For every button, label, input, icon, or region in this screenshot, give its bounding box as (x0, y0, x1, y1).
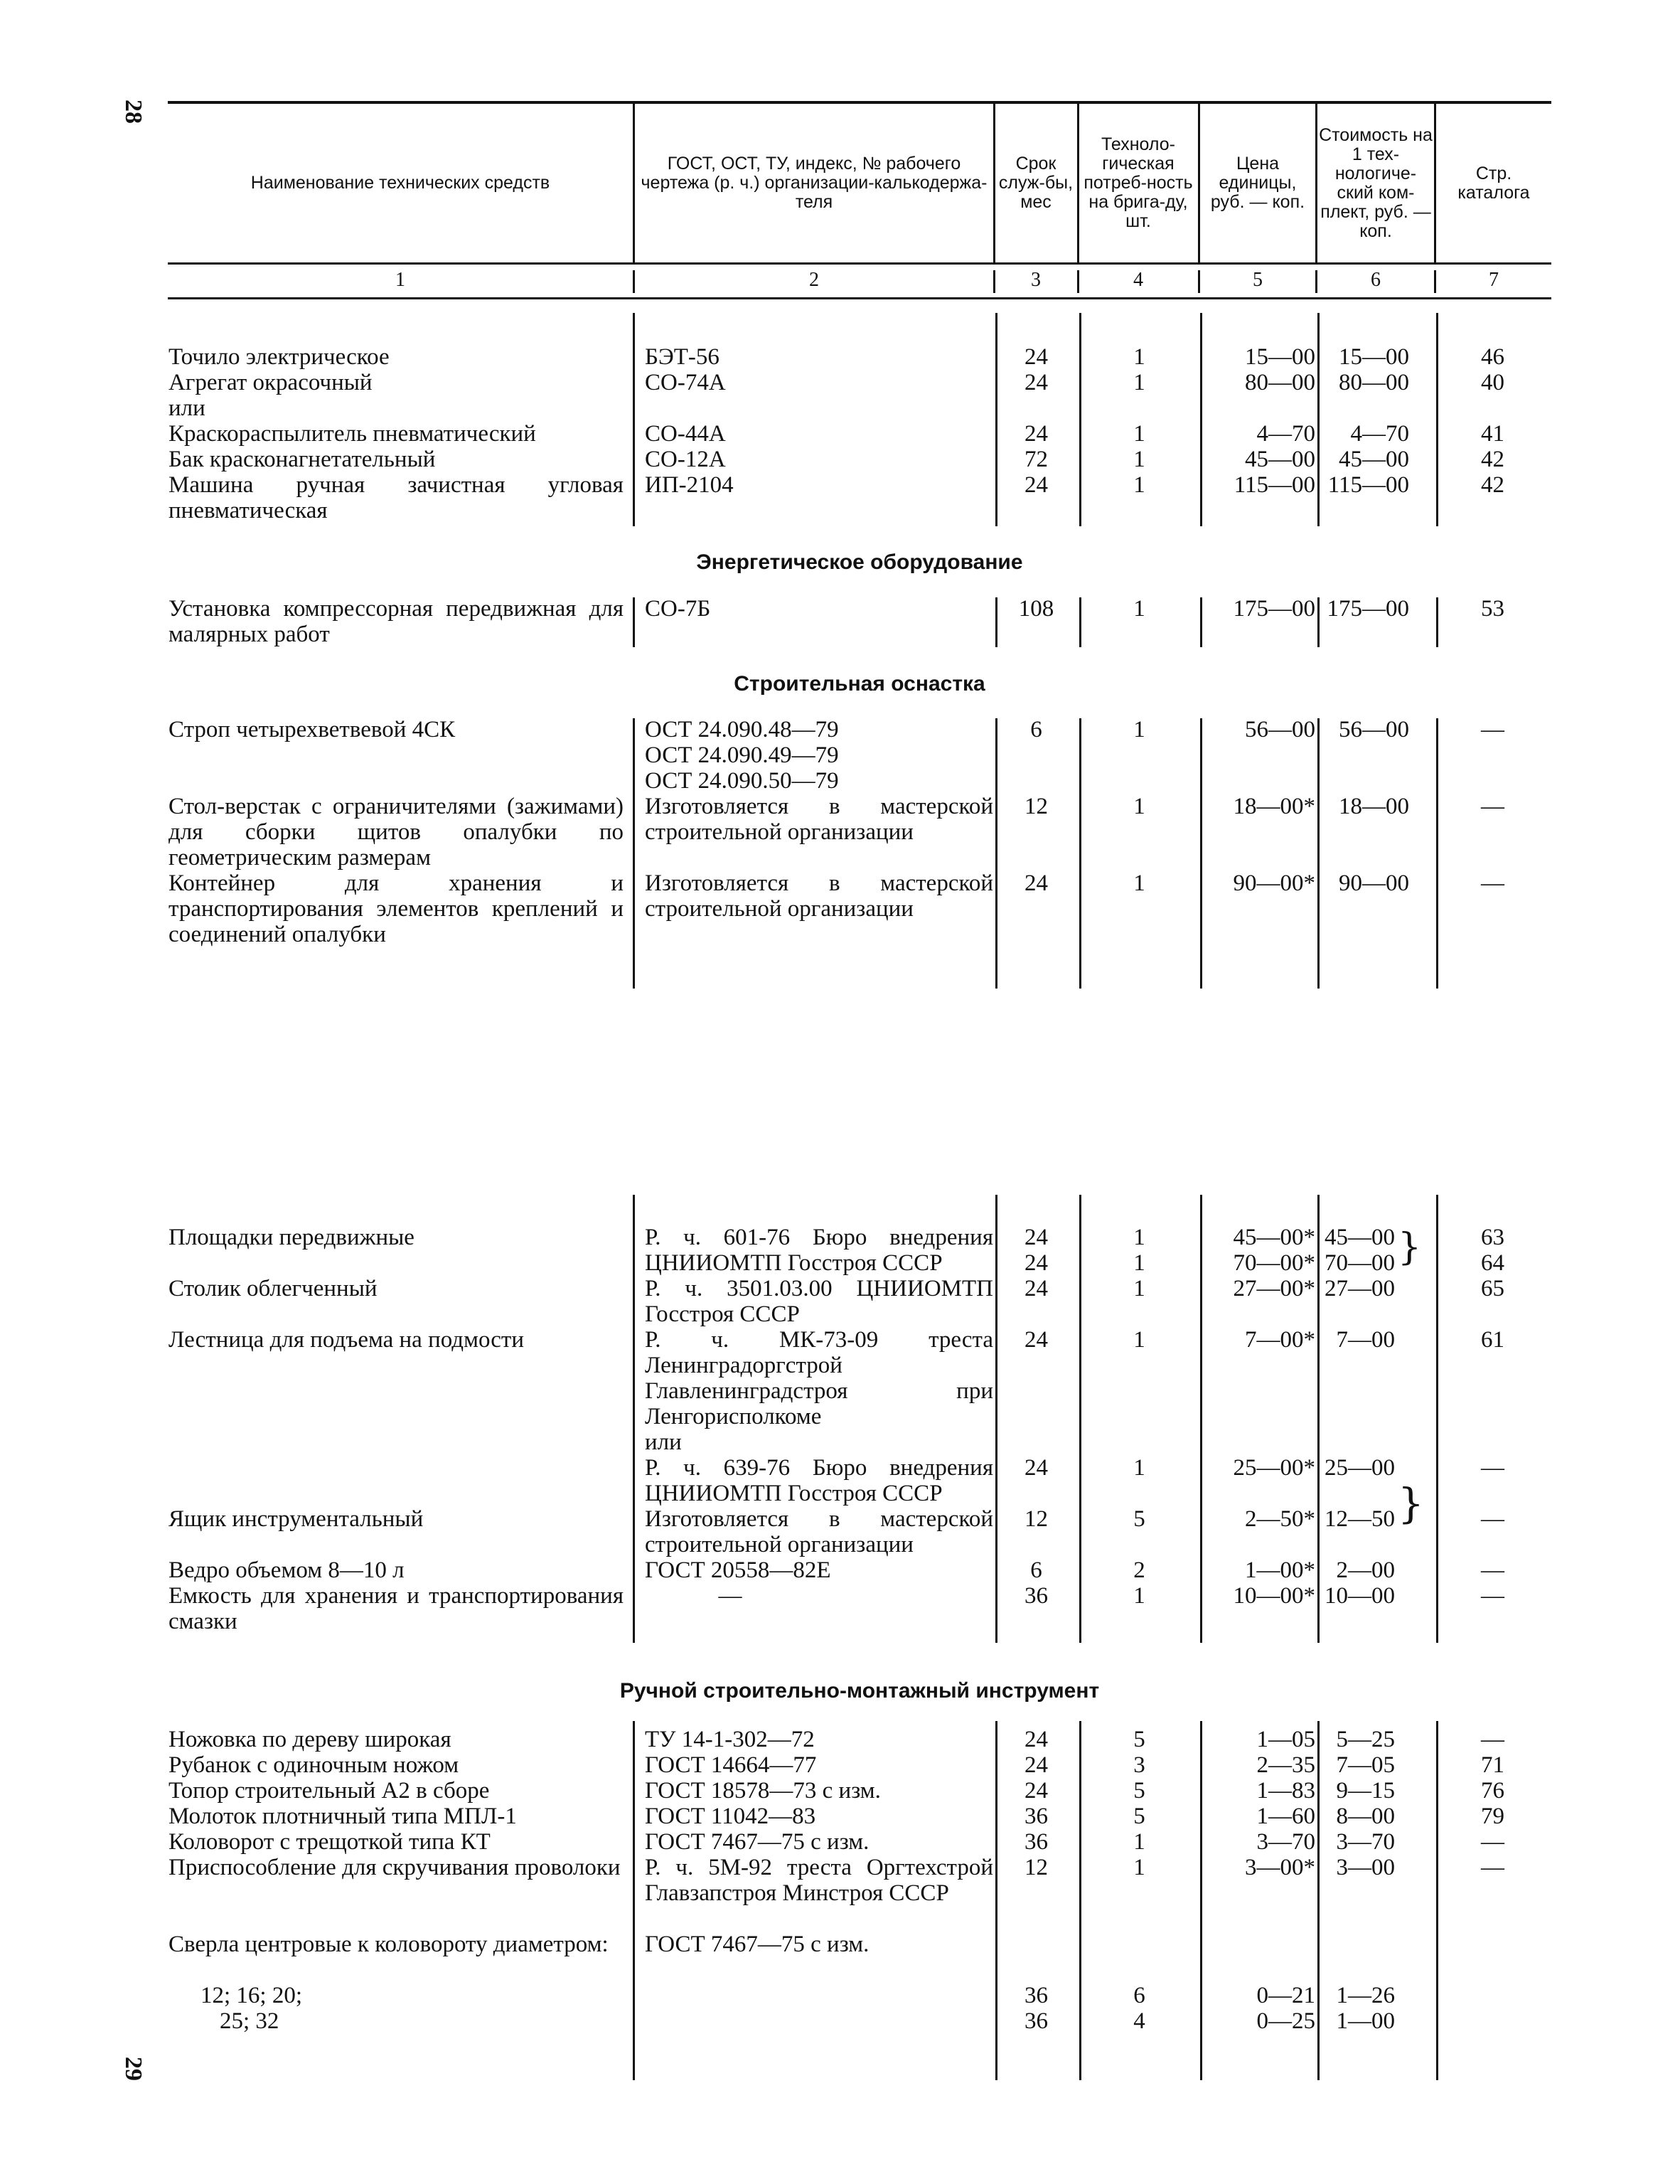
row-page: — (1481, 1855, 1504, 1880)
row-price: 45—00 (1245, 447, 1315, 472)
row-cost: 1—26 (1336, 1983, 1395, 2008)
row-life: 12 (1024, 1855, 1048, 1880)
header-sep (633, 104, 635, 263)
row-qty: 1 (1133, 1327, 1145, 1353)
page-number-top: 28 (120, 100, 146, 124)
row-doc: ИП-2104 (645, 472, 734, 498)
row-life: 24 (1024, 1727, 1048, 1752)
header-sep (1198, 104, 1200, 263)
row-price: 4—70 (1256, 421, 1315, 447)
body-sep (1317, 718, 1320, 989)
colnum-5: 5 (1253, 269, 1263, 291)
row-page: 42 (1481, 472, 1504, 498)
row-life: 24 (1024, 1276, 1048, 1301)
row-name: Стол-верстак с ограничителями (зажимами) для сборки щитов опалубки по геометрическим размерам (168, 794, 624, 870)
row-qty: 1 (1133, 1829, 1145, 1855)
row-page: — (1481, 1829, 1504, 1855)
row-name: Лестница для подъема на подмости (168, 1327, 525, 1353)
row-life: 36 (1024, 1804, 1048, 1829)
row-cost: 12—50 (1325, 1506, 1395, 1532)
row-page: 79 (1481, 1804, 1504, 1829)
row-name: Контейнер для хранения и транспортирования элементов креплений и соединений опалубки (168, 870, 624, 947)
row-name: Столик облегченный (168, 1276, 378, 1301)
row-cost: 90—00 (1339, 870, 1409, 896)
row-price: 18—00* (1233, 794, 1315, 819)
row-doc: Изготовляется в мастерской строительной организации (645, 870, 993, 922)
row-page: 71 (1481, 1752, 1504, 1778)
row-life: 24 (1024, 1752, 1048, 1778)
row-page: 76 (1481, 1778, 1504, 1804)
row-qty: 1 (1133, 344, 1145, 370)
header-sep (993, 104, 995, 263)
row-doc: Р. ч. 5М-92 треста Оргтехстрой Главзапстроя Минстроя СССР (645, 1855, 993, 1906)
row-price: 10—00* (1233, 1583, 1315, 1609)
row-page: 61 (1481, 1327, 1504, 1353)
row-price: 56—00 (1245, 717, 1315, 742)
header-col-price: Цена единицы, руб. — коп. (1210, 154, 1305, 212)
row-doc: — (718, 1583, 742, 1609)
row-name: Бак красконагнетательный (168, 447, 436, 472)
row-doc: ГОСТ 20558—82Е (645, 1557, 831, 1583)
body-sep (995, 718, 997, 989)
row-name: Площадки передвижные (168, 1225, 414, 1250)
header-bottom-rule (168, 262, 1551, 265)
row-cost: 45—00 (1325, 1225, 1395, 1250)
row-price: 90—00* (1233, 870, 1315, 896)
row-life: 36 (1024, 1583, 1048, 1609)
row-qty: 5 (1133, 1506, 1145, 1532)
row-qty: 1 (1133, 370, 1145, 395)
row-price: 2—35 (1256, 1752, 1315, 1778)
row-page: 42 (1481, 447, 1504, 472)
row-qty: 1 (1133, 1583, 1145, 1609)
row-page: — (1481, 1506, 1504, 1532)
row-price: 1—05 (1256, 1727, 1315, 1752)
row-cost: 15—00 (1339, 344, 1409, 370)
body-sep (633, 718, 635, 989)
row-doc: БЭТ-56 (645, 344, 719, 370)
row-page: — (1481, 1727, 1504, 1752)
row-life: 36 (1024, 1829, 1048, 1855)
colnum-bottom-rule (168, 297, 1551, 299)
colnum-sep (993, 270, 995, 293)
section-title-rigging: Строительная оснастка (734, 672, 985, 696)
row-cost: 1—00 (1336, 2008, 1395, 2034)
row-name: Точило электрическое (168, 344, 390, 370)
body-sep (633, 1195, 635, 1643)
colnum-7: 7 (1489, 269, 1499, 291)
row-name: Ящик инструментальный (168, 1506, 424, 1532)
row-life: 24 (1024, 1225, 1048, 1250)
row-doc-or: или (645, 1429, 682, 1455)
row-cost: 5—25 (1336, 1727, 1395, 1752)
header-col-doc: ГОСТ, ОСТ, ТУ, индекс, № рабочего чертежа (р. ч.) организации-калькодержа-теля (641, 154, 988, 212)
row-qty: 1 (1133, 447, 1145, 472)
row-name: Строп четырехветвевой 4СК (168, 717, 456, 742)
row-doc: СО-12А (645, 447, 726, 472)
row-name: Ведро объемом 8—10 л (168, 1557, 405, 1583)
colnum-sep (633, 270, 635, 293)
row-qty: 1 (1133, 1455, 1145, 1481)
row-cost: 25—00 (1325, 1455, 1395, 1481)
row-page: 53 (1481, 596, 1504, 622)
row-doc: ГОСТ 18578—73 с изм. (645, 1778, 881, 1804)
row-cost: 3—00 (1336, 1855, 1395, 1880)
body-sep (1200, 718, 1202, 989)
colnum-6: 6 (1371, 269, 1381, 291)
header-sep (1434, 104, 1436, 263)
row-doc: Изготовляется в мастерской строительной организации (645, 1506, 993, 1557)
row-doc: ОСТ 24.090.48—79 ОСТ 24.090.49—79 ОСТ 24.090.50—79 (645, 717, 839, 794)
body-sep (1079, 718, 1081, 989)
section-title-energy: Энергетическое оборудование (696, 550, 1023, 574)
row-life: 72 (1024, 447, 1048, 472)
row-cost: 27—00 (1325, 1276, 1395, 1301)
row-name: Рубанок с одиночным ножом (168, 1752, 459, 1778)
row-cost: 9—15 (1336, 1778, 1395, 1804)
row-cost: 4—70 (1350, 421, 1409, 447)
body-sep (1436, 718, 1438, 989)
row-name: Краскораспылитель пневматический (168, 421, 536, 447)
header-col-page: Стр. каталога (1457, 163, 1530, 203)
row-cost: 7—05 (1336, 1752, 1395, 1778)
header-top-rule (168, 101, 1551, 104)
row-page: — (1481, 1455, 1504, 1481)
row-page: 40 (1481, 370, 1504, 395)
row-price: 1—00* (1245, 1557, 1315, 1583)
row-doc: СО-7Б (645, 596, 711, 622)
row-life: 36 (1024, 2008, 1048, 2034)
row-price: 0—21 (1256, 1983, 1315, 2008)
row-page: 63 (1481, 1225, 1504, 1250)
row-price: 3—70 (1256, 1829, 1315, 1855)
row-price: 0—25 (1256, 2008, 1315, 2034)
section-title-hand-tools: Ручной строительно-монтажный инструмент (619, 1679, 1100, 1703)
row-price: 175—00 (1233, 596, 1315, 622)
row-name: 12; 16; 20; (200, 1983, 303, 2008)
row-cost: 18—00 (1339, 794, 1409, 819)
row-cost: 115—00 (1327, 472, 1409, 498)
colnum-sep (1315, 270, 1317, 293)
row-price: 27—00* (1233, 1276, 1315, 1301)
row-qty: 5 (1133, 1778, 1145, 1804)
row-name: или (168, 395, 205, 421)
row-price: 70—00* (1233, 1250, 1315, 1276)
row-doc: СО-44А (645, 421, 726, 447)
header-col-cost: Стоимость на 1 тех-нологиче-ский ком-плект, руб. — коп. (1319, 124, 1433, 241)
row-life: 24 (1024, 1250, 1048, 1276)
row-doc: Р. ч. 3501.03.00 ЦНИИОМТП Госстроя СССР (645, 1276, 993, 1327)
row-qty: 1 (1133, 421, 1145, 447)
row-page: — (1481, 1583, 1504, 1609)
row-price: 2—50* (1245, 1506, 1315, 1532)
row-cost: 10—00 (1325, 1583, 1395, 1609)
row-price: 7—00* (1245, 1327, 1315, 1353)
row-life: 108 (1018, 596, 1054, 622)
colnum-sep (1077, 270, 1079, 293)
row-name: Топор строительный А2 в сборе (168, 1778, 490, 1804)
row-price: 80—00 (1245, 370, 1315, 395)
row-qty: 1 (1133, 1855, 1145, 1880)
body-sep (633, 597, 635, 647)
row-life: 12 (1024, 1506, 1048, 1532)
row-life: 24 (1024, 344, 1048, 370)
row-doc: Изготовляется в мастерской строительной организации (645, 794, 993, 845)
row-name: Установка компрессорная передвижная для малярных работ (168, 596, 624, 647)
row-name: Приспособление для скручивания проволоки (168, 1855, 621, 1880)
row-name: Коловорот с трещоткой типа КТ (168, 1829, 491, 1855)
row-price: 3—00* (1245, 1855, 1315, 1880)
brace-glyph: } (1398, 1479, 1424, 1528)
colnum-sep (1434, 270, 1436, 293)
colnum-4: 4 (1133, 269, 1143, 291)
row-name: 25; 32 (220, 2008, 279, 2034)
row-page: 41 (1481, 421, 1504, 447)
row-qty: 1 (1133, 794, 1145, 819)
row-page: — (1481, 794, 1504, 819)
row-price: 15—00 (1245, 344, 1315, 370)
row-page: 64 (1481, 1250, 1504, 1276)
row-cost: 80—00 (1339, 370, 1409, 395)
row-price: 1—60 (1256, 1804, 1315, 1829)
row-cost: 3—70 (1336, 1829, 1395, 1855)
row-doc: ГОСТ 14664—77 (645, 1752, 817, 1778)
header-sep (1315, 104, 1317, 263)
colnum-1: 1 (395, 269, 405, 291)
row-life: 24 (1024, 421, 1048, 447)
row-life: 24 (1024, 1778, 1048, 1804)
row-life: 24 (1024, 1327, 1048, 1353)
row-doc: ГОСТ 11042—83 (645, 1804, 816, 1829)
row-life: 6 (1030, 717, 1042, 742)
row-cost: 175—00 (1327, 596, 1409, 622)
row-doc: СО-74А (645, 370, 726, 395)
row-cost: 45—00 (1339, 447, 1409, 472)
row-cost: 2—00 (1336, 1557, 1395, 1583)
row-name: Молоток плотничный типа МПЛ-1 (168, 1804, 517, 1829)
row-qty: 1 (1133, 717, 1145, 742)
row-qty: 4 (1133, 2008, 1145, 2034)
row-cost: 70—00 (1325, 1250, 1395, 1276)
row-price: 115—00 (1234, 472, 1315, 498)
row-life: 24 (1024, 472, 1048, 498)
row-life: 24 (1024, 370, 1048, 395)
row-life: 6 (1030, 1557, 1042, 1583)
row-price: 1—83 (1256, 1778, 1315, 1804)
colnum-2: 2 (809, 269, 819, 291)
row-page: 65 (1481, 1276, 1504, 1301)
brace-glyph: } (1398, 1226, 1422, 1269)
row-life: 24 (1024, 870, 1048, 896)
row-qty: 1 (1133, 1225, 1145, 1250)
page-number-bottom: 29 (120, 2057, 146, 2081)
row-life: 24 (1024, 1455, 1048, 1481)
row-qty: 5 (1133, 1804, 1145, 1829)
row-qty: 3 (1133, 1752, 1145, 1778)
header-col-qty: Техноло-гическая потреб-ность на брига-ду, шт. (1084, 134, 1193, 231)
row-page: 46 (1481, 344, 1504, 370)
row-qty: 1 (1133, 1250, 1145, 1276)
row-name: Агрегат окрасочный (168, 370, 373, 395)
body-sep (633, 1721, 635, 2080)
row-page: — (1481, 717, 1504, 742)
row-price: 25—00* (1233, 1455, 1315, 1481)
row-qty: 1 (1133, 1276, 1145, 1301)
row-doc: Р. ч. 601-76 Бюро внедрения ЦНИИОМТП Госстроя СССР (645, 1225, 993, 1276)
row-qty: 1 (1133, 472, 1145, 498)
row-name: Ножовка по дереву широкая (168, 1727, 451, 1752)
row-doc: Р. ч. МК-73-09 треста Ленинградоргстрой Главленинградстроя при Ленгорисполкоме (645, 1327, 993, 1429)
row-name: Сверла центровые к коловороту диаметром: (168, 1932, 609, 1957)
row-cost: 7—00 (1336, 1327, 1395, 1353)
row-qty: 1 (1133, 870, 1145, 896)
header-sep (1077, 104, 1079, 263)
row-qty: 1 (1133, 596, 1145, 622)
body-sep (633, 313, 635, 526)
row-doc-alt: Р. ч. 639-76 Бюро внедрения ЦНИИОМТП Госстроя СССР (645, 1455, 993, 1506)
colnum-sep (1198, 270, 1200, 293)
row-page: — (1481, 1557, 1504, 1583)
row-doc: ГОСТ 7467—75 с изм. (645, 1829, 870, 1855)
row-doc: ТУ 14-1-302—72 (645, 1727, 815, 1752)
header-col-name: Наименование технических средств (250, 173, 550, 193)
row-cost: 8—00 (1336, 1804, 1395, 1829)
row-life: 36 (1024, 1983, 1048, 2008)
header-col-life: Срок служ-бы, мес (998, 154, 1074, 212)
row-doc: ГОСТ 7467—75 с изм. (645, 1932, 870, 1957)
row-page: — (1481, 870, 1504, 896)
colnum-3: 3 (1031, 269, 1041, 291)
row-qty: 2 (1133, 1557, 1145, 1583)
row-qty: 5 (1133, 1727, 1145, 1752)
row-price: 45—00* (1233, 1225, 1315, 1250)
row-qty: 6 (1133, 1983, 1145, 2008)
row-name: Машина ручная зачистная угловая пневматическая (168, 472, 624, 523)
row-cost: 56—00 (1339, 717, 1409, 742)
row-life: 12 (1024, 794, 1048, 819)
row-name: Емкость для хранения и транспортирования смазки (168, 1583, 624, 1634)
